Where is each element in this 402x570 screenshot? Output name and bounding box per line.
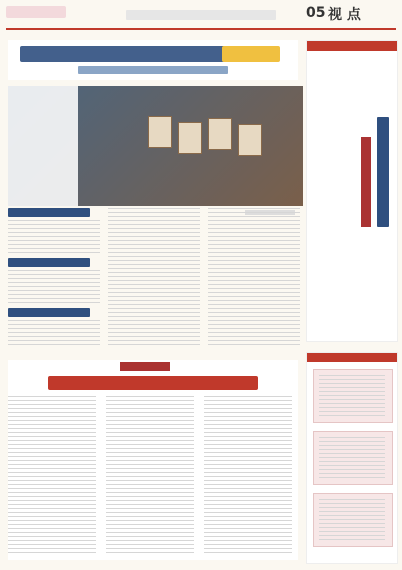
paragraph: [8, 220, 100, 254]
headline-banner: [8, 40, 298, 80]
tarot-card: [238, 124, 262, 156]
hero-sidebar: [8, 86, 78, 206]
article-column: [108, 208, 203, 350]
feature-headline: [48, 376, 258, 390]
vertical-headline: [377, 117, 389, 227]
right-column: [306, 40, 398, 342]
masthead-rule: [6, 28, 396, 30]
article-column: [8, 208, 103, 350]
page-number: 05: [306, 5, 326, 21]
sidebar-text: [319, 437, 385, 479]
paragraph: [8, 320, 100, 348]
article-body: [8, 208, 303, 350]
subheading: [8, 208, 90, 217]
section-title: 视 点: [328, 7, 361, 23]
tarot-card: [178, 122, 202, 154]
vertical-subheadline: [361, 137, 371, 227]
paragraph: [8, 270, 100, 304]
paragraph: [108, 208, 200, 348]
paragraph: [106, 396, 194, 554]
headline-accent: [222, 46, 280, 62]
paragraph: [8, 396, 96, 554]
paragraph: [208, 208, 300, 348]
subheading: [8, 308, 90, 317]
masthead-info: [126, 10, 276, 20]
right-sidebar: [306, 352, 398, 564]
sidebar-text: [319, 375, 385, 417]
masthead: [6, 4, 396, 30]
sidebar-header: [307, 353, 397, 362]
tarot-card: [208, 118, 232, 150]
sidebar-text: [319, 499, 385, 541]
feature-article: [8, 360, 298, 560]
paragraph: [204, 396, 292, 554]
headline-subtitle-bar: [78, 66, 228, 74]
feature-label: [120, 362, 170, 371]
headline-bar: [20, 46, 240, 62]
masthead-logo: [6, 6, 66, 18]
tarot-card: [148, 116, 172, 148]
right-column-header: [307, 41, 397, 51]
article-column: [208, 208, 303, 350]
subheading: [8, 258, 90, 267]
